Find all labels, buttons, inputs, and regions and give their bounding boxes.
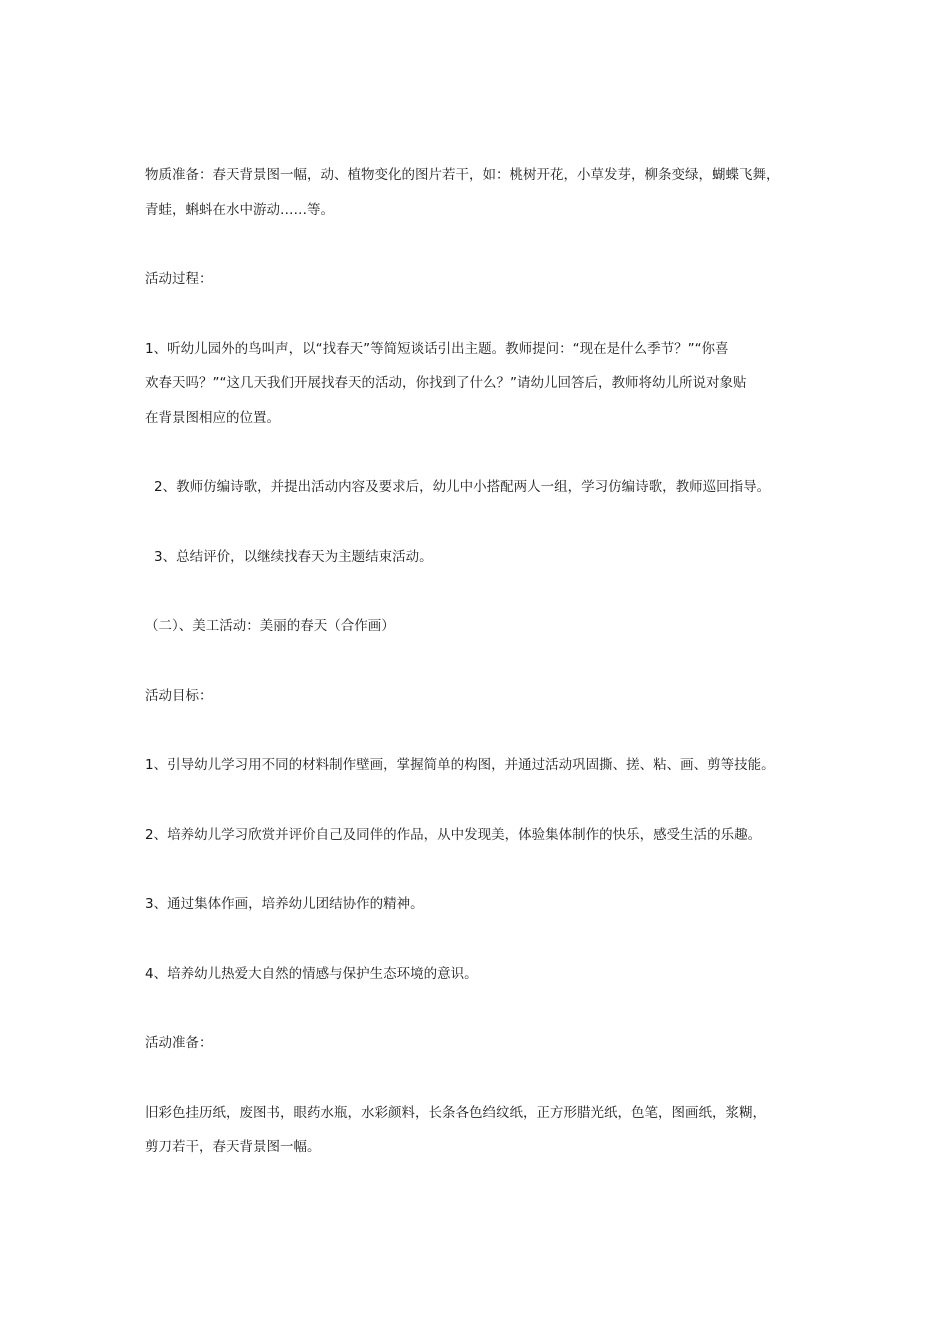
section-title: （二）、美工活动：美丽的春天（合作画） <box>145 618 395 634</box>
text-line: 旧彩色挂历纸，废图书，眼药水瓶，水彩颜料，长条各色绉纹纸，正方形腊光纸，色笔，图画纸，浆糊， <box>145 1104 766 1121</box>
text-line: 在背景图相应的位置。 <box>145 409 280 426</box>
text-line: 2、培养幼儿学习欣赏并评价自己及同伴的作品，从中发现美，体验集体制作的快乐，感受生活的乐趣。 <box>145 826 762 843</box>
text-line: 4、培养幼儿热爱大自然的情感与保护生态环境的意识。 <box>145 965 478 982</box>
paragraph-material-prep <box>145 158 815 227</box>
heading-activity-process <box>145 262 815 297</box>
heading-activity-goals <box>145 679 815 714</box>
text-line: 物质准备：春天背景图一幅，动、植物变化的图片若干，如：桃树开花，小草发芽，柳条变绿，蝴蝶飞舞， <box>145 167 780 183</box>
paragraph-goal-3 <box>145 887 815 922</box>
paragraph-process-step-1 <box>145 332 815 436</box>
paragraph-goal-4 <box>145 957 815 992</box>
paragraph-goal-1 <box>145 748 815 783</box>
section-heading: 活动目标： <box>145 687 213 704</box>
text-line: 3、总结评价，以继续找春天为主题结束活动。 <box>154 548 433 565</box>
text-line: 2、教师仿编诗歌，并提出活动内容及要求后，幼儿中小搭配两人一组，学习仿编诗歌，教师巡回指导。 <box>154 479 771 495</box>
text-line: 剪刀若干，春天背景图一幅。 <box>145 1139 321 1155</box>
text-line: 欢春天吗？”“这几天我们开展找春天的活动，你找到了什么？”请幼儿回答后，教师将幼儿所说对象贴 <box>145 375 747 391</box>
text-line: 1、听幼儿园外的鸟叫声，以“找春天”等简短谈话引出主题。教师提问：“现在是什么季节？”“你喜 <box>145 340 729 357</box>
text-line: 1、引导幼儿学习用不同的材料制作壁画，掌握简单的构图，并通过活动巩固撕、搓、粘、画、剪等技能。 <box>145 757 775 773</box>
paragraph-prep-materials <box>145 1096 815 1165</box>
paragraph-process-step-2 <box>145 470 815 505</box>
heading-art-activity <box>145 609 815 644</box>
paragraph-process-step-3 <box>145 540 815 575</box>
text-line: 青蛙，蝌蚪在水中游动……等。 <box>145 201 334 218</box>
text-line: 3、通过集体作画，培养幼儿团结协作的精神。 <box>145 896 424 912</box>
heading-activity-prep <box>145 1026 815 1061</box>
document-page <box>145 158 815 1165</box>
section-heading: 活动准备： <box>145 1035 213 1051</box>
paragraph-goal-2 <box>145 818 815 853</box>
section-heading: 活动过程： <box>145 271 213 287</box>
